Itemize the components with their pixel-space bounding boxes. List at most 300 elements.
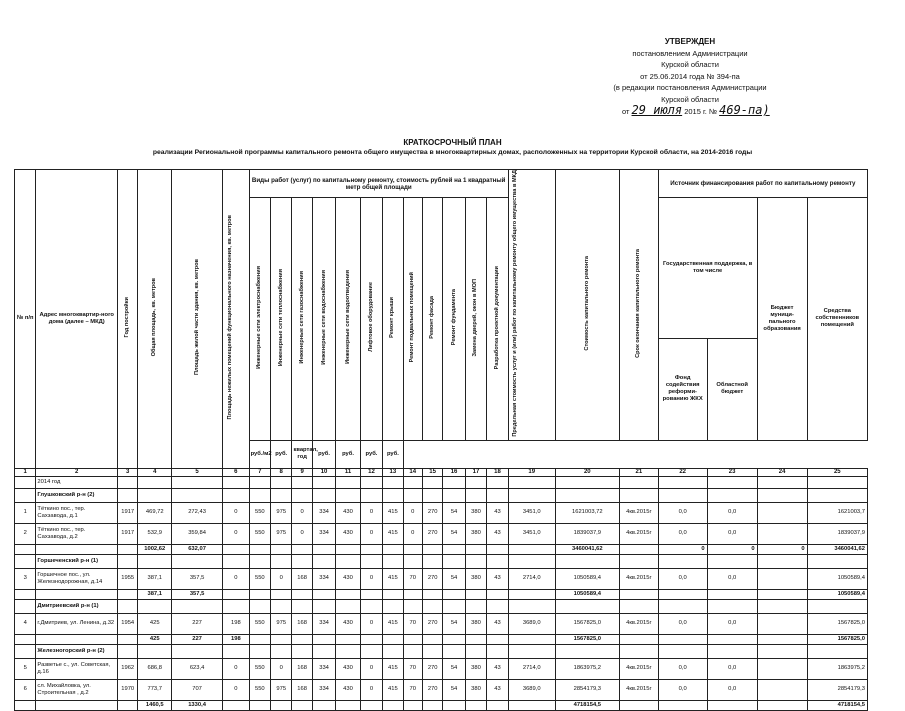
empty-cell <box>422 634 442 644</box>
empty-cell <box>422 589 442 599</box>
empty-cell <box>487 644 509 658</box>
empty-cell <box>249 488 270 502</box>
empty-cell <box>118 544 138 554</box>
empty-cell <box>422 644 442 658</box>
row-fund: 0,0 <box>658 568 707 589</box>
row-number: 2 <box>15 523 36 544</box>
row-work-cost: 54 <box>443 679 465 700</box>
empty-cell <box>292 599 312 613</box>
empty-cell <box>757 554 807 568</box>
unit-quarter: квартал, год <box>292 440 312 468</box>
header-living-area: Площадь жилой части здания, кв. метров <box>193 259 200 376</box>
row-work-cost: 975 <box>271 679 292 700</box>
row-work-cost: 70 <box>403 679 422 700</box>
header-w-sewer: Инженерные сети водоотведения <box>344 270 351 365</box>
empty-cell <box>403 488 422 502</box>
row-municipal <box>757 568 807 589</box>
header-w-roof: Ремонт крыши <box>389 296 396 338</box>
empty-cell <box>271 544 292 554</box>
empty-cell <box>383 488 403 502</box>
row-work-cost: 0 <box>360 502 382 523</box>
empty-cell <box>658 476 707 488</box>
column-number-cell: 21 <box>619 468 658 476</box>
row-work-cost: 430 <box>336 679 360 700</box>
empty-cell <box>465 599 486 613</box>
row-municipal <box>757 502 807 523</box>
empty-cell <box>223 599 250 613</box>
district-row <box>15 599 868 613</box>
nonres-area-sum <box>223 700 250 710</box>
nonres-area-sum <box>223 589 250 599</box>
empty-cell <box>118 476 138 488</box>
row-work-cost: 334 <box>312 613 335 634</box>
row-regional: 0,0 <box>707 523 757 544</box>
header-deadline: Срок окончания капитального ремонта <box>635 248 642 358</box>
regional-sum <box>707 634 757 644</box>
row-limit-cost: 3451,0 <box>508 523 555 544</box>
row-total-area: 425 <box>138 613 172 634</box>
row-fund: 0,0 <box>658 658 707 679</box>
empty-cell <box>336 476 360 488</box>
header-owners: Средства собственников помещений <box>807 198 867 441</box>
row-limit-cost: 3689,0 <box>508 613 555 634</box>
row-work-cost: 70 <box>403 658 422 679</box>
row-municipal <box>757 613 807 634</box>
row-work-cost: 334 <box>312 502 335 523</box>
column-number-row <box>15 468 868 476</box>
row-work-cost: 550 <box>249 568 270 589</box>
row-nonres-area: 0 <box>223 523 250 544</box>
district-row <box>15 554 868 568</box>
empty-cell <box>465 644 486 658</box>
total-area-sum: 1002,62 <box>138 544 172 554</box>
unit-rub: руб. <box>336 440 360 468</box>
regional-sum <box>707 700 757 710</box>
empty-cell <box>403 700 422 710</box>
row-work-cost: 270 <box>422 523 442 544</box>
row-living-area: 359,84 <box>172 523 223 544</box>
row-work-cost: 0 <box>271 658 292 679</box>
header-w-facade: Ремонт фасада <box>429 295 436 339</box>
empty-cell <box>336 599 360 613</box>
empty-cell <box>249 634 270 644</box>
row-work-cost: 975 <box>271 523 292 544</box>
date-number: 469-па) <box>719 103 770 117</box>
approval-line: Курской области <box>661 94 719 104</box>
row-work-cost: 415 <box>383 502 403 523</box>
empty-cell <box>422 488 442 502</box>
owners-sum: 1050589,4 <box>807 589 867 599</box>
date-year: 2015 г. № <box>684 107 718 116</box>
empty-cell <box>15 544 36 554</box>
row-work-cost: 54 <box>443 568 465 589</box>
row-total-area: 387,1 <box>138 568 172 589</box>
row-work-cost: 975 <box>271 502 292 523</box>
row-work-cost: 54 <box>443 523 465 544</box>
empty-cell <box>15 476 36 488</box>
fund-sum <box>658 589 707 599</box>
empty-cell <box>15 488 36 502</box>
row-work-cost: 380 <box>465 502 486 523</box>
empty-cell <box>15 634 36 644</box>
empty-cell <box>118 700 138 710</box>
empty-cell <box>487 599 509 613</box>
empty-cell <box>360 589 382 599</box>
row-owners: 1839037,9 <box>807 523 867 544</box>
empty-cell <box>138 554 172 568</box>
empty-cell <box>487 634 509 644</box>
row-limit-cost: 2714,0 <box>508 568 555 589</box>
row-repair-cost: 1050589,4 <box>555 568 619 589</box>
row-limit-cost: 3689,0 <box>508 679 555 700</box>
empty-cell <box>443 599 465 613</box>
row-work-cost: 43 <box>487 523 509 544</box>
row-nonres-area: 0 <box>223 658 250 679</box>
header-year: Год постройки <box>124 297 131 338</box>
row-work-cost: 43 <box>487 679 509 700</box>
empty-cell <box>619 599 658 613</box>
row-work-cost: 0 <box>403 523 422 544</box>
header-num: № п/п <box>15 170 36 469</box>
municipal-sum <box>757 634 807 644</box>
row-work-cost: 43 <box>487 502 509 523</box>
empty-cell <box>312 488 335 502</box>
empty-cell <box>360 488 382 502</box>
row-deadline: 4кв.2015г <box>619 502 658 523</box>
row-work-cost: 334 <box>312 523 335 544</box>
row-work-cost: 415 <box>383 523 403 544</box>
column-number-cell: 1 <box>15 468 36 476</box>
row-repair-cost: 1863975,2 <box>555 658 619 679</box>
row-work-cost: 550 <box>249 613 270 634</box>
row-number: 5 <box>15 658 36 679</box>
empty-cell <box>807 488 867 502</box>
row-work-cost: 168 <box>292 613 312 634</box>
row-living-area: 707 <box>172 679 223 700</box>
row-deadline: 4кв.2015г <box>619 658 658 679</box>
empty-cell <box>508 644 555 658</box>
row-work-cost: 0 <box>360 523 382 544</box>
empty-cell <box>757 476 807 488</box>
row-address: г.Дмитриев, ул. Ленина, д.32 <box>36 613 118 634</box>
year-label: 2014 год <box>36 476 118 488</box>
empty-cell <box>292 554 312 568</box>
empty-cell <box>465 488 486 502</box>
empty-cell <box>508 700 555 710</box>
district-row <box>15 488 868 502</box>
empty-cell <box>422 554 442 568</box>
empty-cell <box>555 476 619 488</box>
row-year: 1970 <box>118 679 138 700</box>
row-total-area: 469,72 <box>138 502 172 523</box>
row-work-cost: 168 <box>292 568 312 589</box>
header-fund: Фонд содействия реформи-рованию ЖКХ <box>658 338 707 440</box>
header-regional: Областной бюджет <box>707 338 757 440</box>
unit-rub: руб. <box>312 440 335 468</box>
row-work-cost: 430 <box>336 613 360 634</box>
row-work-cost: 0 <box>403 502 422 523</box>
row-living-area: 227 <box>172 613 223 634</box>
empty-cell <box>15 589 36 599</box>
document-title <box>0 138 905 158</box>
row-regional: 0,0 <box>707 658 757 679</box>
row-work-cost: 334 <box>312 679 335 700</box>
row-address: Разветье с., ул. Советская, д.16 <box>36 658 118 679</box>
empty-cell <box>465 476 486 488</box>
header-state-support: Государственная поддержка, в том числе <box>658 198 757 339</box>
empty-cell <box>360 599 382 613</box>
row-work-cost: 43 <box>487 568 509 589</box>
empty-cell <box>271 644 292 658</box>
row-number: 1 <box>15 502 36 523</box>
empty-cell <box>807 644 867 658</box>
empty-cell <box>292 634 312 644</box>
approval-line: постановлением Администрации <box>632 48 748 58</box>
living-area-sum: 1330,4 <box>172 700 223 710</box>
row-work-cost: 430 <box>336 658 360 679</box>
district-row <box>15 644 868 658</box>
empty-cell <box>383 644 403 658</box>
row-owners: 2854179,3 <box>807 679 867 700</box>
empty-cell <box>443 644 465 658</box>
nonres-area-sum: 198 <box>223 634 250 644</box>
empty-cell <box>465 634 486 644</box>
regional-sum <box>707 589 757 599</box>
header-w-heat: Инженерные сети теплоснабжения <box>277 268 284 366</box>
empty-cell <box>15 700 36 710</box>
empty-cell <box>807 554 867 568</box>
empty-cell <box>443 589 465 599</box>
approval-block <box>560 36 820 118</box>
row-deadline: 4кв.2015г <box>619 568 658 589</box>
empty-cell <box>403 634 422 644</box>
empty-cell <box>15 644 36 658</box>
column-number-cell: 5 <box>172 468 223 476</box>
row-regional: 0,0 <box>707 568 757 589</box>
district-name: Дмитриевский р-н (1) <box>36 599 118 613</box>
empty-cell <box>138 488 172 502</box>
column-number-cell: 22 <box>658 468 707 476</box>
header-address: Адрес многоквартир-ного дома (далее – МКД) <box>36 170 118 469</box>
empty-cell <box>403 554 422 568</box>
municipal-sum <box>757 700 807 710</box>
plan-table <box>14 169 868 711</box>
empty-cell <box>271 554 292 568</box>
column-number-cell: 11 <box>336 468 360 476</box>
empty-cell <box>465 700 486 710</box>
column-number-cell: 6 <box>223 468 250 476</box>
header-repair-cost: Стоимость капитального ремонта <box>583 256 590 351</box>
row-fund: 0,0 <box>658 679 707 700</box>
empty-cell <box>658 644 707 658</box>
empty-cell <box>249 476 270 488</box>
row-work-cost: 54 <box>443 613 465 634</box>
column-number-cell: 19 <box>508 468 555 476</box>
owners-sum: 3460041,62 <box>807 544 867 554</box>
empty-cell <box>403 544 422 554</box>
row-fund: 0,0 <box>658 523 707 544</box>
empty-cell <box>443 554 465 568</box>
empty-cell <box>138 599 172 613</box>
empty-cell <box>487 700 509 710</box>
column-number-cell: 15 <box>422 468 442 476</box>
row-address: сл. Михайловка, ул. Строительная , д.2 <box>36 679 118 700</box>
empty-cell <box>383 589 403 599</box>
row-year: 1917 <box>118 523 138 544</box>
empty-cell <box>465 589 486 599</box>
column-number-cell: 24 <box>757 468 807 476</box>
row-work-cost: 168 <box>292 679 312 700</box>
district-total-row <box>15 589 868 599</box>
row-work-cost: 270 <box>422 502 442 523</box>
column-number-cell: 2 <box>36 468 118 476</box>
empty-cell <box>383 476 403 488</box>
total-area-sum: 425 <box>138 634 172 644</box>
empty-cell <box>619 488 658 502</box>
empty-cell <box>383 599 403 613</box>
column-number-cell: 17 <box>465 468 486 476</box>
row-work-cost: 54 <box>443 502 465 523</box>
column-number-cell: 20 <box>555 468 619 476</box>
header-w-gas: Инженерные сети газоснабжения <box>298 271 305 364</box>
row-work-cost: 430 <box>336 568 360 589</box>
empty-cell <box>619 634 658 644</box>
empty-cell <box>508 634 555 644</box>
row-deadline: 4кв.2015г <box>619 523 658 544</box>
empty-cell <box>487 589 509 599</box>
row-address: Тёткино пос., тер. Сахзавода, д.1 <box>36 502 118 523</box>
empty-cell <box>403 589 422 599</box>
fund-sum <box>658 700 707 710</box>
header-w-doors: Замена дверей, окон в МОП <box>472 278 479 357</box>
empty-cell <box>619 644 658 658</box>
empty-cell <box>172 644 223 658</box>
living-area-sum: 632,07 <box>172 544 223 554</box>
empty-cell <box>555 488 619 502</box>
row-work-cost: 270 <box>422 568 442 589</box>
empty-cell <box>271 599 292 613</box>
row-year: 1954 <box>118 613 138 634</box>
column-number-cell: 7 <box>249 468 270 476</box>
repair-cost-sum: 4718154,5 <box>555 700 619 710</box>
empty-cell <box>223 554 250 568</box>
row-repair-cost: 1567825,0 <box>555 613 619 634</box>
title-sub: реализации Региональной программы капитального ремонта общего имущества в многоквартирных домах, расположенных на территории Курской области, на 2014-2016 годы <box>152 149 753 156</box>
empty-cell <box>383 634 403 644</box>
empty-cell <box>487 488 509 502</box>
column-number-cell: 8 <box>271 468 292 476</box>
row-limit-cost: 3451,0 <box>508 502 555 523</box>
district-name: Горшеченский р-н (1) <box>36 554 118 568</box>
row-limit-cost: 2714,0 <box>508 658 555 679</box>
header-works-group: Виды работ (услуг) по капитальному ремонту, стоимость рублей на 1 квадратный метр общей площади <box>249 170 508 198</box>
empty-cell <box>172 599 223 613</box>
empty-cell <box>336 700 360 710</box>
empty-cell <box>312 544 335 554</box>
empty-cell <box>223 488 250 502</box>
empty-cell <box>508 599 555 613</box>
district-total-row <box>15 544 868 554</box>
table-row <box>15 679 868 700</box>
fund-sum <box>658 634 707 644</box>
empty-cell <box>508 488 555 502</box>
empty-cell <box>292 644 312 658</box>
table-row <box>15 502 868 523</box>
empty-cell <box>465 554 486 568</box>
row-work-cost: 70 <box>403 613 422 634</box>
header-w-lift: Лифтовое оборудование <box>367 282 374 353</box>
empty-cell <box>403 599 422 613</box>
empty-cell <box>249 644 270 658</box>
date-prefix: от <box>622 107 630 116</box>
empty-cell <box>757 644 807 658</box>
row-living-area: 357,5 <box>172 568 223 589</box>
district-total-row <box>15 634 868 644</box>
row-regional: 0,0 <box>707 613 757 634</box>
row-nonres-area: 198 <box>223 613 250 634</box>
empty-cell <box>15 554 36 568</box>
unit-rub-m2: руб./м2 <box>249 440 270 468</box>
empty-cell <box>360 544 382 554</box>
district-name: Глушковский р-н (2) <box>36 488 118 502</box>
approval-line: Курской области <box>661 60 719 69</box>
empty-cell <box>312 476 335 488</box>
approval-line: (в редакции постановления Администрации <box>613 83 767 92</box>
empty-cell <box>118 554 138 568</box>
empty-cell <box>360 554 382 568</box>
row-work-cost: 270 <box>422 658 442 679</box>
empty-cell <box>118 599 138 613</box>
empty-cell <box>422 599 442 613</box>
row-deadline: 4кв.2015г <box>619 679 658 700</box>
approval-title: УТВЕРЖДЕН <box>664 37 716 46</box>
unit-rub: руб. <box>271 440 292 468</box>
empty-cell <box>443 488 465 502</box>
empty-cell <box>707 488 757 502</box>
row-work-cost: 0 <box>360 679 382 700</box>
row-work-cost: 415 <box>383 613 403 634</box>
row-year: 1917 <box>118 502 138 523</box>
row-municipal <box>757 523 807 544</box>
row-work-cost: 380 <box>465 658 486 679</box>
header-limit-cost: Предельная стоимость услуг и (или) работ по капитальному ремонту общего имущества в МКД <box>511 170 518 437</box>
row-year: 1962 <box>118 658 138 679</box>
empty-cell <box>292 488 312 502</box>
row-work-cost: 380 <box>465 613 486 634</box>
header-sources-group: Источник финансирования работ по капитальному ремонту <box>658 170 867 198</box>
empty-cell <box>508 589 555 599</box>
empty-cell <box>360 644 382 658</box>
empty-cell <box>292 476 312 488</box>
row-work-cost: 380 <box>465 568 486 589</box>
empty-cell <box>36 589 118 599</box>
empty-cell <box>223 644 250 658</box>
empty-cell <box>707 554 757 568</box>
empty-cell <box>508 544 555 554</box>
approval-date-line <box>560 105 820 118</box>
empty-cell <box>138 644 172 658</box>
empty-cell <box>383 700 403 710</box>
title-main: КРАТКОСРОЧНЫЙ ПЛАН <box>403 138 502 147</box>
column-number-cell: 16 <box>443 468 465 476</box>
owners-sum: 1567825,0 <box>807 634 867 644</box>
empty-cell <box>172 476 223 488</box>
empty-cell <box>555 554 619 568</box>
empty-cell <box>118 634 138 644</box>
empty-cell <box>619 554 658 568</box>
total-area-sum: 1460,5 <box>138 700 172 710</box>
empty-cell <box>312 700 335 710</box>
